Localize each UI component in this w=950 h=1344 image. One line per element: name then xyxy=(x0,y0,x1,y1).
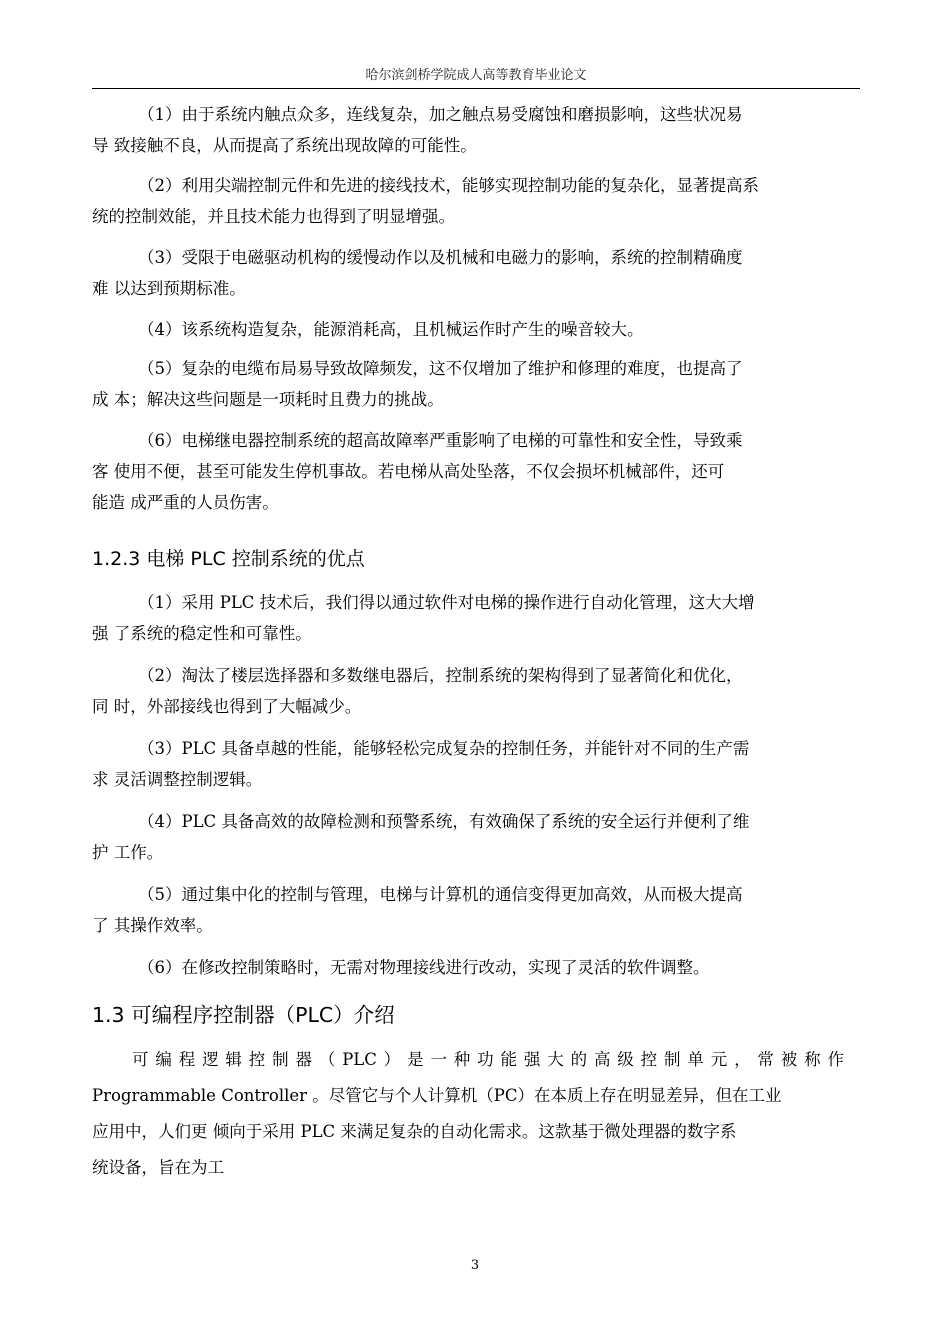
line: （6）电梯继电器控制系统的超高故障率严重影响了电梯的可靠性和安全性，导致乘 xyxy=(138,431,743,450)
disadvantage-item-4 xyxy=(92,314,832,345)
advantage-item-5 xyxy=(92,879,832,941)
line: （6）在修改控制策略时，无需对物理接线进行改动，实现了灵活的软件调整。 xyxy=(138,958,710,977)
disadvantage-item-3 xyxy=(92,242,832,304)
section-heading-1-3: 1.3 可编程序控制器（PLC）介绍 xyxy=(92,1003,395,1027)
page-number: 3 xyxy=(470,1258,480,1273)
header-rule xyxy=(92,88,860,89)
line: （4）PLC 具备高效的故障检测和预警系统，有效确保了系统的安全运行并便利了维 xyxy=(138,812,750,831)
line: 统的控制效能，并且技术能力也得到了明显增强。 xyxy=(92,207,455,226)
line: 同 时，外部接线也得到了大幅减少。 xyxy=(92,697,362,716)
line: 难 以达到预期标准。 xyxy=(92,279,246,298)
line: 统设备，旨在为工 xyxy=(92,1158,224,1177)
plc-intro-paragraph xyxy=(92,1042,844,1186)
line: 护 工作。 xyxy=(92,843,164,862)
line: （4）该系统构造复杂，能源消耗高，且机械运作时产生的噪音较大。 xyxy=(138,320,644,339)
disadvantage-item-1 xyxy=(92,99,832,161)
line: （2）淘汰了楼层选择器和多数继电器后，控制系统的架构得到了显著简化和优化， xyxy=(138,666,743,685)
line: 客 使用不便，甚至可能发生停机事故。若电梯从高处坠落，不仅会损坏机械部件，还可 xyxy=(92,462,725,481)
line: （5）复杂的电缆布局易导致故障频发，这不仅增加了维护和修理的难度，也提高了 xyxy=(138,359,743,378)
line: 了 其操作效率。 xyxy=(92,916,213,935)
section-heading-1-2-3: 1.2.3 电梯 PLC 控制系统的优点 xyxy=(92,548,365,570)
disadvantage-item-5 xyxy=(92,353,832,415)
line: 应用中，人们更 倾向于采用 PLC 来满足复杂的自动化需求。这款基于微处理器的数字系 xyxy=(92,1122,737,1141)
advantage-item-6 xyxy=(92,952,832,983)
line: （5）通过集中化的控制与管理，电梯与计算机的通信变得更加高效，从而极大提高 xyxy=(138,885,743,904)
line: 成 本；解决这些问题是一项耗时且费力的挑战。 xyxy=(92,390,444,409)
disadvantage-item-6 xyxy=(92,425,832,518)
line: （2）利用尖端控制元件和先进的接线技术，能够实现控制功能的复杂化，显著提高系 xyxy=(138,176,759,195)
line: 可编程逻辑控制器（PLC）是一种功能强大的高级控制单元，常被称作 xyxy=(132,1050,844,1069)
line: （1）采用 PLC 技术后，我们得以通过软件对电梯的操作进行自动化管理，这大大增 xyxy=(138,593,755,612)
advantage-item-3 xyxy=(92,733,832,795)
line: Programmable Controller 。尽管它与个人计算机（PC）在本质上存在明显差异，但在工业 xyxy=(92,1086,782,1105)
line: （1）由于系统内触点众多，连线复杂，加之触点易受腐蚀和磨损影响，这些状况易 xyxy=(138,105,743,124)
page-header: 哈尔滨剑桥学院成人高等教育毕业论文 xyxy=(365,68,587,83)
advantage-item-4 xyxy=(92,806,832,868)
advantage-item-2 xyxy=(92,660,832,722)
line: 求 灵活调整控制逻辑。 xyxy=(92,770,263,789)
line: （3）受限于电磁驱动机构的缓慢动作以及机械和电磁力的影响，系统的控制精确度 xyxy=(138,248,743,267)
disadvantage-item-2 xyxy=(92,170,832,232)
line: 能造 成严重的人员伤害。 xyxy=(92,493,279,512)
line: 强 了系统的稳定性和可靠性。 xyxy=(92,624,312,643)
line: 导 致接触不良，从而提高了系统出现故障的可能性。 xyxy=(92,136,477,155)
line: （3）PLC 具备卓越的性能，能够轻松完成复杂的控制任务，并能针对不同的生产需 xyxy=(138,739,750,758)
advantage-item-1 xyxy=(92,587,832,649)
